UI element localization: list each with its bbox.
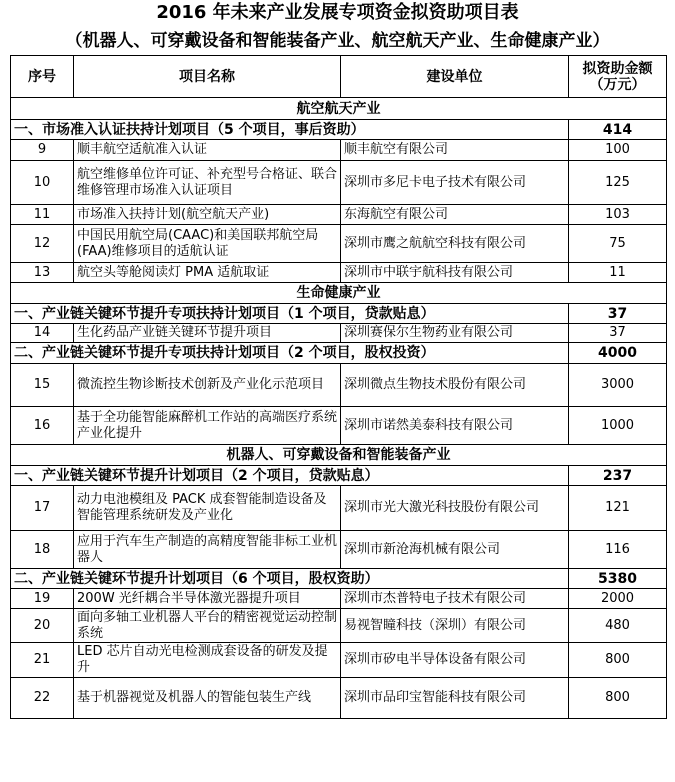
row-number: 22 [11,678,74,719]
group-label: 一、产业链关键环节提升计划项目（2 个项目，贷款贴息） [11,466,569,486]
section-title: 生命健康产业 [11,283,667,304]
funding-amount: 11 [569,263,667,283]
row-number: 12 [11,225,74,263]
row-number: 11 [11,205,74,225]
project-name: 动力电池模组及 PACK 成套智能制造设备及智能管理系统研发及产业化 [74,486,341,531]
row-number: 15 [11,364,74,407]
organization: 深圳赛保尔生物药业有限公司 [341,324,569,343]
organization: 深圳市光大激光科技股份有限公司 [341,486,569,531]
funding-amount: 2000 [569,589,667,609]
table-row [11,486,667,531]
funding-amount: 800 [569,678,667,719]
row-number: 21 [11,643,74,678]
project-name: 市场准入扶持计划(航空航天产业) [74,205,341,225]
group-amount: 4000 [569,343,667,364]
row-number: 16 [11,407,74,445]
group-amount: 414 [569,120,667,140]
organization: 易视智瞳科技（深圳）有限公司 [341,609,569,643]
row-number: 10 [11,161,74,205]
row-number: 17 [11,486,74,531]
row-number: 14 [11,324,74,343]
row-number: 18 [11,531,74,569]
group-row [11,120,667,140]
row-number: 13 [11,263,74,283]
project-name: 顺丰航空适航准入认证 [74,140,341,161]
funding-amount: 3000 [569,364,667,407]
header-no: 序号 [11,56,74,98]
project-name: 航空维修单位许可证、补充型号合格证、联合维修管理市场准入认证项目 [74,161,341,205]
organization: 东海航空有限公司 [341,205,569,225]
header-amount: 拟资助金额（万元） [569,56,667,98]
table-row [11,589,667,609]
project-name: 应用于汽车生产制造的高精度智能非标工业机器人 [74,531,341,569]
group-label: 二、产业链关键环节提升专项扶持计划项目（2 个项目，股权投资） [11,343,569,364]
row-number: 20 [11,609,74,643]
funding-amount: 480 [569,609,667,643]
organization: 深圳市中联宇航科技有限公司 [341,263,569,283]
header-row [11,56,667,98]
page-subtitle: （机器人、可穿戴设备和智能装备产业、航空航天产业、生命健康产业） [65,31,610,51]
table-row [11,609,667,643]
project-name: 基于机器视觉及机器人的智能包装生产线 [74,678,341,719]
section-row [11,445,667,466]
organization: 顺丰航空有限公司 [341,140,569,161]
funding-amount: 100 [569,140,667,161]
group-label: 二、产业链关键环节提升计划项目（6 个项目，股权资助） [11,569,569,589]
table-row [11,364,667,407]
organization: 深圳市矽电半导体设备有限公司 [341,643,569,678]
project-name: 200W 光纤耦合半导体激光器提升项目 [74,589,341,609]
project-name: 面向多轴工业机器人平台的精密视觉运动控制系统 [74,609,341,643]
project-name: 基于全功能智能麻醉机工作站的高端医疗系统产业化提升 [74,407,341,445]
funding-amount: 75 [569,225,667,263]
organization: 深圳微点生物技术股份有限公司 [341,364,569,407]
group-row [11,343,667,364]
funding-amount: 103 [569,205,667,225]
header-unit: 建设单位 [341,56,569,98]
group-row [11,569,667,589]
project-name: 航空头等舱阅读灯 PMA 适航取证 [74,263,341,283]
table-row [11,225,667,263]
project-name: 微流控生物诊断技术创新及产业化示范项目 [74,364,341,407]
funding-amount: 800 [569,643,667,678]
organization: 深圳市鹰之航航空科技有限公司 [341,225,569,263]
funding-amount: 1000 [569,407,667,445]
table-row [11,643,667,678]
funding-amount: 121 [569,486,667,531]
project-name: 生化药品产业链关键环节提升项目 [74,324,341,343]
organization: 深圳市杰普特电子技术有限公司 [341,589,569,609]
project-name: LED 芯片自动光电检测成套设备的研发及提升 [74,643,341,678]
organization: 深圳市诺然美泰科技有限公司 [341,407,569,445]
table-row [11,678,667,719]
header-name: 项目名称 [74,56,341,98]
row-number: 19 [11,589,74,609]
group-amount: 37 [569,304,667,324]
section-title: 机器人、可穿戴设备和智能装备产业 [11,445,667,466]
table-body [11,98,667,719]
page-title: 2016 年未来产业发展专项资金拟资助项目表 [156,2,519,23]
table-row [11,531,667,569]
group-row [11,304,667,324]
group-row [11,466,667,486]
funding-table [10,55,667,719]
organization: 深圳市多尼卡电子技术有限公司 [341,161,569,205]
organization: 深圳市品印宝智能科技有限公司 [341,678,569,719]
organization: 深圳市新沧海机械有限公司 [341,531,569,569]
table-row [11,263,667,283]
group-amount: 5380 [569,569,667,589]
table-row [11,205,667,225]
table-row [11,161,667,205]
row-number: 9 [11,140,74,161]
section-row [11,98,667,120]
table-row [11,140,667,161]
table-row [11,324,667,343]
table-row [11,407,667,445]
group-amount: 237 [569,466,667,486]
funding-amount: 125 [569,161,667,205]
group-label: 一、产业链关键环节提升专项扶持计划项目（1 个项目，贷款贴息） [11,304,569,324]
section-title: 航空航天产业 [11,98,667,120]
funding-amount: 37 [569,324,667,343]
section-row [11,283,667,304]
funding-amount: 116 [569,531,667,569]
group-label: 一、市场准入认证扶持计划项目（5 个项目，事后资助） [11,120,569,140]
project-name: 中国民用航空局(CAAC)和美国联邦航空局(FAA)维修项目的适航认证 [74,225,341,263]
